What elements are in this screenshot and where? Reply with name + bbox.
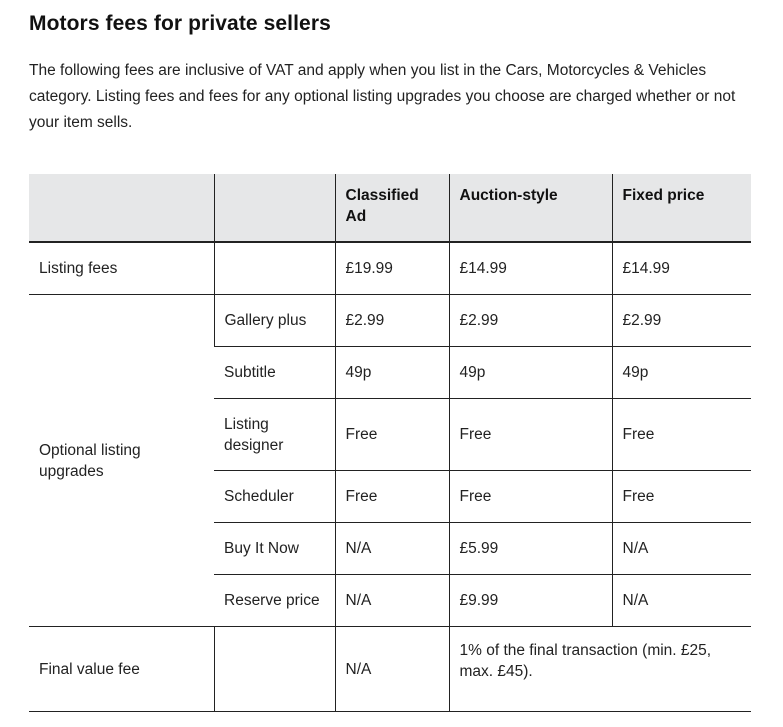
cell-classified: 49p	[335, 347, 449, 399]
cell-fixed: 49p	[612, 347, 751, 399]
header-auction-style: Auction-style	[449, 174, 612, 242]
row-label-optional-upgrades: Optional listing upgrades	[29, 295, 214, 627]
upgrade-name: Gallery plus	[214, 295, 335, 347]
upgrade-name: Scheduler	[214, 471, 335, 523]
cell-classified: Free	[335, 399, 449, 471]
cell-classified: N/A	[335, 523, 449, 575]
cell-classified: Free	[335, 471, 449, 523]
row-label-listing-fees: Listing fees	[29, 242, 214, 295]
header-empty-2	[214, 174, 335, 242]
upgrade-name: Reserve price	[214, 575, 335, 627]
header-fixed-price: Fixed price	[612, 174, 751, 242]
fees-table	[29, 174, 751, 712]
cell-classified: N/A	[335, 627, 449, 712]
cell-auction-fixed-merged: 1% of the final transaction (min. £25, max. £45).	[449, 627, 751, 712]
cell-fixed: N/A	[612, 575, 751, 627]
cell-classified: N/A	[335, 575, 449, 627]
cell-auction: £5.99	[449, 523, 612, 575]
page-title: Motors fees for private sellers	[29, 12, 331, 35]
table-header-row	[29, 174, 751, 242]
cell-auction: 49p	[449, 347, 612, 399]
empty-cell	[214, 242, 335, 295]
header-empty-1	[29, 174, 214, 242]
intro-paragraph: The following fees are inclusive of VAT and apply when you list in the Cars, Motorcycles & Vehicles category. Listing fees and fees for any optional listing upgrades you choose are charged whether or not your item sells.	[29, 62, 736, 131]
table-row-final-value-fee	[29, 627, 751, 712]
cell-classified: £2.99	[335, 295, 449, 347]
cell-auction: Free	[449, 399, 612, 471]
cell-fixed: Free	[612, 471, 751, 523]
cell-auction: Free	[449, 471, 612, 523]
cell-fixed: £2.99	[612, 295, 751, 347]
cell-fixed: Free	[612, 399, 751, 471]
upgrade-name: Buy It Now	[214, 523, 335, 575]
cell-auction: £9.99	[449, 575, 612, 627]
cell-fixed: £14.99	[612, 242, 751, 295]
cell-auction: £14.99	[449, 242, 612, 295]
empty-cell	[214, 627, 335, 712]
upgrade-name: Listing designer	[214, 399, 335, 471]
table-row-gallery-plus	[29, 295, 751, 347]
row-label-final-value-fee: Final value fee	[29, 627, 214, 712]
table-row-listing-fees	[29, 242, 751, 295]
cell-fixed: N/A	[612, 523, 751, 575]
upgrade-name: Subtitle	[214, 347, 335, 399]
cell-auction: £2.99	[449, 295, 612, 347]
cell-classified: £19.99	[335, 242, 449, 295]
header-classified-ad: Classified Ad	[335, 174, 449, 242]
